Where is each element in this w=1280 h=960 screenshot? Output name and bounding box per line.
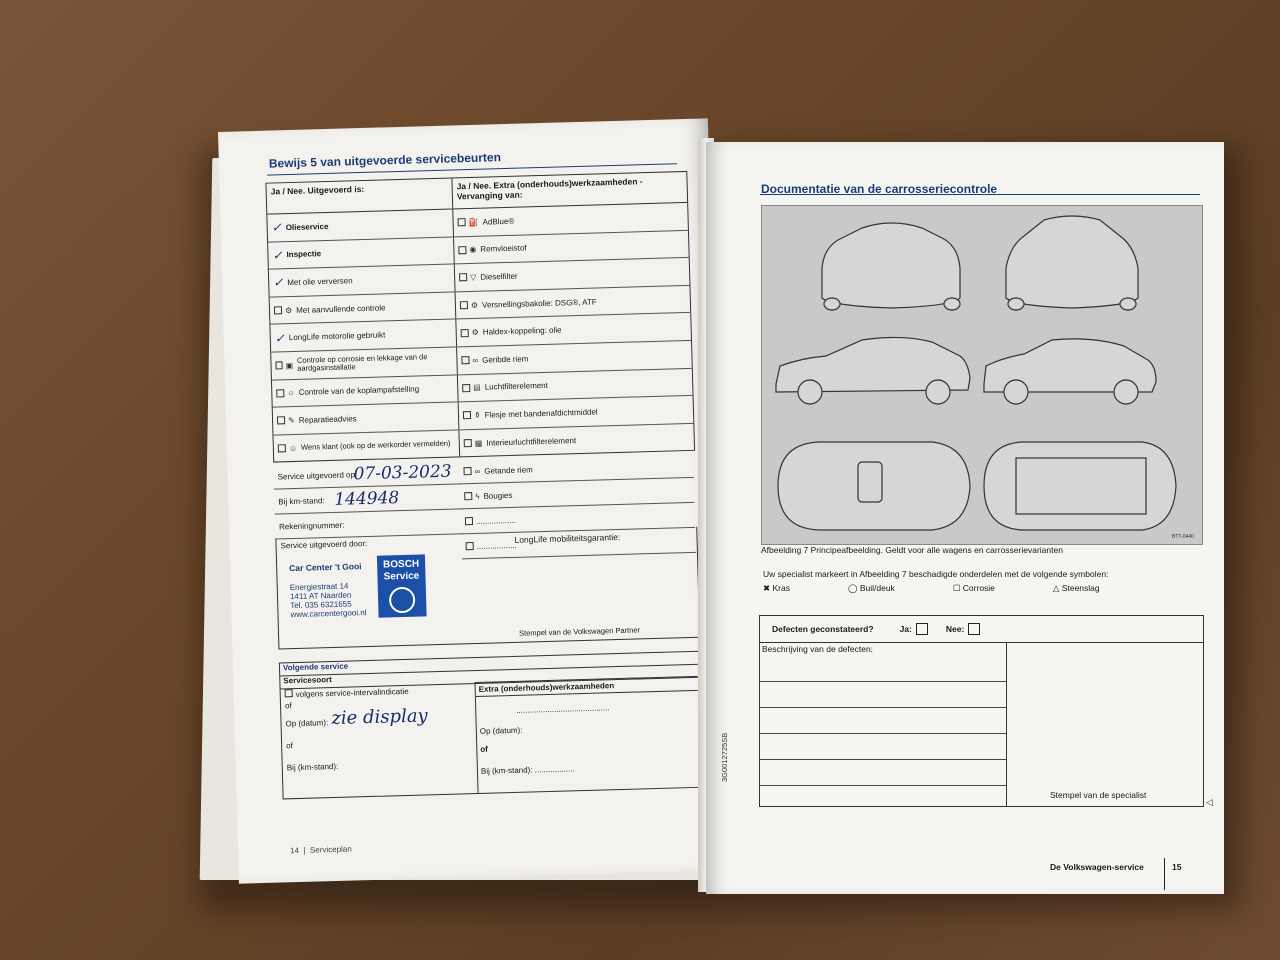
- figure-code: BTT-0440: [1172, 534, 1194, 540]
- specialist-stamp-label: Stempel van de specialist: [1050, 790, 1147, 800]
- service-done-by: [275, 527, 700, 650]
- car-body-figure: [761, 205, 1203, 545]
- extra-op-datum: Op (datum):: [479, 725, 523, 736]
- extra-label: Extra (onderhouds)werkzaamheden: [475, 677, 697, 697]
- extra-work-box: [474, 676, 700, 793]
- checkbox: [277, 417, 285, 425]
- checkbox: [461, 329, 469, 337]
- checkbox: [464, 439, 472, 447]
- check-mark: ✓: [273, 275, 284, 290]
- extra-dots: ..........................................: [516, 703, 610, 715]
- car-underside-view: [984, 442, 1176, 530]
- ja-label: Ja:: [899, 624, 912, 634]
- row-b-label: Versnellingsbakolie: DSG®, ATF: [481, 297, 597, 310]
- rear-wheel-right: [944, 298, 960, 310]
- symbols-legend: [763, 583, 1203, 594]
- service-grid: [265, 171, 695, 463]
- service-fields: [273, 459, 463, 539]
- checkbox: [276, 389, 284, 397]
- defects-description: [760, 642, 1007, 806]
- left-page-number: 14: [289, 846, 300, 856]
- symbol-scratch: ✖ Kras: [763, 583, 790, 593]
- row-b-label: Interieurluchtfilterelement: [486, 435, 577, 448]
- bij-km-label: Bij (km-stand):: [286, 761, 339, 773]
- of-label-2: of: [286, 741, 293, 751]
- row-a-label: Controle op corrosie en lekkage van de aardgasinstallatie: [296, 352, 428, 374]
- op-datum-label: Op (datum):: [285, 718, 329, 729]
- of-label: of: [284, 701, 292, 711]
- haldex-icon: ⚙: [471, 327, 479, 338]
- row-b-label: Flesje met bandenafdichtmiddel: [484, 407, 598, 420]
- hatch-wheel-rear: [1114, 380, 1138, 404]
- next-option: [285, 686, 409, 699]
- nee-label: Nee:: [945, 624, 965, 634]
- checkbox: [458, 218, 466, 226]
- figure-caption: Afbeelding 7 Principeafbeelding. Geldt voor alle wagens en carrosserievarianten: [761, 545, 1063, 555]
- col-b-header: Ja / Nee. Extra (onderhouds)werkzaamheden - Vervanging van:: [456, 176, 643, 202]
- row-b-label: Geribde riem: [482, 354, 529, 365]
- defects-header: [760, 616, 1203, 643]
- bosch-line1: BOSCH: [382, 558, 420, 571]
- op-datum-value: zie display: [331, 705, 428, 730]
- checkbox: [463, 412, 471, 420]
- description-line: [760, 708, 1006, 734]
- extra-of: of: [480, 744, 489, 754]
- car-rear-view: [822, 223, 960, 308]
- timing-belt-icon: ∞: [474, 466, 481, 476]
- nee-checkbox: [968, 623, 980, 635]
- symbol-corrosion: ☐ Corrosie: [952, 583, 995, 593]
- dealer-stamp: [289, 562, 367, 619]
- km-value: 144948: [334, 488, 400, 510]
- dealer-phone: Tel. 035 6321655: [290, 599, 352, 611]
- km-label: Bij km-stand:: [278, 495, 325, 506]
- ja-checkbox: [916, 623, 928, 635]
- checkbox: [462, 384, 470, 392]
- extra-bij-km: Bij (km-stand): ..................: [480, 764, 575, 776]
- done-by-label: Service uitgevoerd door:: [280, 538, 368, 551]
- checkbox: [458, 246, 466, 254]
- row-b-label: AdBlue®: [482, 216, 515, 227]
- turn-page-icon: ◁: [1206, 797, 1213, 807]
- car-outlines: [762, 206, 1202, 544]
- left-footer: 14 | Serviceplan: [289, 844, 352, 856]
- row-a-label: LongLife motorolie gebruikt: [288, 330, 386, 343]
- check-mark: ✓: [272, 248, 283, 263]
- front-wheel-left: [1008, 298, 1024, 310]
- partner-stamp-label: Stempel van de Volkswagen Partner: [518, 625, 641, 638]
- service-type-label: Servicesoort: [280, 665, 700, 690]
- longlife-label: LongLife mobiliteitsgarantie:: [514, 531, 621, 545]
- left-page-title: Bewijs 5 van uitgevoerde servicebeurten: [268, 150, 502, 171]
- diesel-filter-icon: ▽: [470, 272, 477, 282]
- wrench-icon: ✎: [287, 415, 295, 426]
- checkbox: [461, 356, 469, 364]
- bosch-service-logo: [377, 554, 427, 617]
- tyre-sealant-icon: ⚱: [473, 410, 481, 420]
- row-b-label: Dieselfilter: [480, 271, 518, 282]
- defects-label: Defecten geconstateerd?: [772, 624, 874, 634]
- symbols-intro: Uw specialist markeert in Afbeelding 7 beschadigde onderdelen met de volgende symbolen:: [763, 569, 1109, 579]
- right-page: [706, 142, 1224, 894]
- dealer-name: Car Center 't Gooi: [289, 561, 362, 574]
- dealer-address-1: Energiestraat 14: [289, 581, 349, 593]
- opt-label: Bougies: [483, 490, 513, 501]
- row-b-label: Haldex-koppeling: olie: [482, 325, 562, 337]
- description-line: [760, 760, 1006, 786]
- next-service-title: Volgende service: [280, 652, 700, 677]
- headlight-icon: ☼: [287, 388, 295, 398]
- footer-divider: [1164, 858, 1165, 890]
- checkbox: [463, 467, 471, 475]
- next-service-box: [279, 651, 705, 800]
- left-section: Serviceplan: [309, 844, 352, 855]
- symbol-dent: ◯ Buil/deuk: [847, 583, 895, 593]
- gearbox-icon: ⚙: [470, 300, 479, 310]
- row-a-label: Met aanvullende controle: [296, 302, 386, 315]
- row-b-label: Luchtfilterelement: [484, 381, 549, 393]
- spark-plug-icon: ϟ: [475, 491, 480, 501]
- car-roof-top: [858, 462, 882, 502]
- row-a-label: Reparatieadvies: [298, 414, 357, 425]
- air-filter-icon: ▤: [473, 383, 481, 393]
- row-a-label: Controle van de koplampafstelling: [298, 384, 420, 398]
- opt-label: ..................: [475, 515, 517, 526]
- checkbox: [278, 444, 286, 452]
- next-option-label: volgens service-intervalindicatie: [295, 686, 409, 700]
- title-rule: [760, 194, 1200, 195]
- bosch-armature-icon: [389, 587, 416, 614]
- checkbox: [459, 274, 467, 282]
- bosch-line2: Service: [383, 570, 420, 583]
- vertical-code: 3G0012725SB: [720, 732, 729, 782]
- adblue-icon: ⛽: [468, 217, 479, 227]
- description-line: [760, 734, 1006, 760]
- checkbox: [460, 301, 468, 309]
- check-mark: ✓: [271, 220, 282, 235]
- description-label: Beschrijving van de defecten:: [762, 644, 874, 654]
- right-page-title: Documentatie van de carrosseriecontrole: [761, 182, 998, 196]
- sedan-wheel-front: [798, 380, 822, 404]
- front-wheel-right: [1120, 298, 1136, 310]
- row-a-label: Inspectie: [286, 249, 322, 260]
- check-mark: ✓: [274, 330, 286, 346]
- car-front-view: [1006, 216, 1138, 308]
- gas-icon: ▣: [285, 360, 294, 370]
- description-line: [760, 682, 1006, 708]
- opt-label: Getande riem: [484, 464, 533, 476]
- row-b-label: Remvloeistof: [480, 243, 527, 255]
- checkbox: [274, 306, 282, 314]
- col-a-header: Ja / Nee. Uitgevoerd is:: [266, 178, 453, 213]
- service-date-label: Service uitgevoerd op:: [277, 469, 358, 481]
- description-line: [760, 656, 1006, 682]
- rear-wheel-left: [824, 298, 840, 310]
- row-a-label: Met olie verversen: [287, 276, 353, 288]
- dealer-address-2: 1411 AT Naarden: [289, 590, 352, 602]
- check-icon: ⚙: [284, 305, 293, 315]
- checkbox: [465, 517, 473, 525]
- symbol-stone-chip: △ Steenslag: [1052, 583, 1100, 593]
- right-footer-title: De Volkswagen-service: [1050, 862, 1144, 872]
- service-date-value: 07-03-2023: [353, 461, 452, 485]
- checkbox: [464, 492, 472, 500]
- row-a-label: Wens klant (ook op de werkorder vermelden): [300, 438, 451, 452]
- invoice-label: Rekeningnummer:: [278, 520, 345, 531]
- defects-box: [759, 615, 1204, 807]
- dealer-web: www.carcentergooi.nl: [290, 608, 367, 620]
- checkbox: [275, 362, 282, 370]
- sedan-wheel-rear: [926, 380, 950, 404]
- right-page-number: 15: [1172, 862, 1182, 872]
- left-page: [218, 118, 729, 883]
- opt-label: ..................: [476, 540, 517, 551]
- row-a-label: Olieservice: [285, 221, 329, 232]
- hatch-wheel-front: [1004, 380, 1028, 404]
- brake-fluid-icon: ◉: [469, 245, 477, 255]
- belt-icon: ∞: [472, 355, 479, 365]
- customer-icon: ☺: [288, 443, 298, 453]
- cabin-filter-icon: ▦: [474, 438, 483, 448]
- checkbox: [285, 689, 293, 697]
